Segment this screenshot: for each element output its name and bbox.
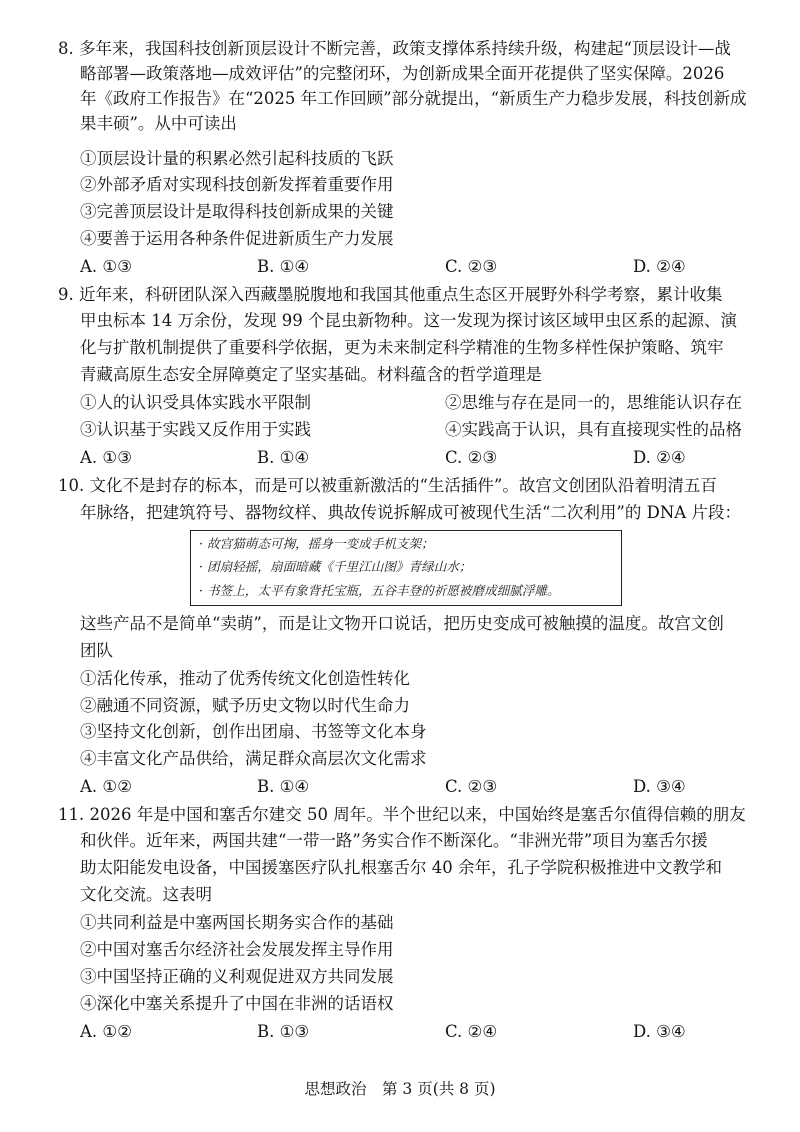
q11-stem-line: 和伙伴。近年来，两国共建“一带一路”务实合作不断深化。“非洲光带”项目为塞舌尔援 bbox=[80, 831, 708, 850]
q10-stem-line: 团队 bbox=[80, 641, 113, 660]
q11-option-c[interactable]: C. ②④ bbox=[445, 1022, 498, 1041]
q8-option-c[interactable]: C. ②③ bbox=[445, 257, 498, 276]
q11-item: ②中国对塞舌尔经济社会发展发挥主导作用 bbox=[80, 940, 394, 959]
q11-option-a[interactable]: A. ①② bbox=[80, 1022, 132, 1041]
q9-stem-line: 化与扩散机制提供了重要科学依据，更为未来制定科学精准的生物多样性保护策略、筑牢 bbox=[80, 338, 724, 357]
q10-option-d[interactable]: D. ③④ bbox=[633, 777, 686, 796]
q10-option-b[interactable]: B. ①④ bbox=[257, 777, 310, 796]
q10-item: ④丰富文化产品供给，满足群众高层次文化需求 bbox=[80, 749, 427, 768]
q8-option-b[interactable]: B. ①④ bbox=[257, 257, 310, 276]
q9-item: ①人的认识受具体实践水平限制 bbox=[80, 393, 311, 412]
q8-item: ③完善顶层设计是取得科技创新成果的关键 bbox=[80, 202, 394, 221]
q9-option-a[interactable]: A. ①③ bbox=[80, 448, 132, 467]
q9-stem-line: 9. 近年来，科研团队深入西藏墨脱腹地和我国其他重点生态区开展野外科学考察，累计收集 bbox=[58, 285, 723, 304]
q11-stem-line: 文化交流。这表明 bbox=[80, 885, 212, 904]
q9-item: ④实践高于认识，具有直接现实性的品格 bbox=[445, 420, 742, 439]
q8-stem-line: 8. 多年来，我国科技创新顶层设计不断完善，政策支撑体系持续升级，构建起“顶层设计—战 bbox=[58, 39, 731, 58]
q10-item: ③坚持文化创新，创作出团扇、书签等文化本身 bbox=[80, 722, 427, 741]
page-footer: 思想政治 第 3 页(共 8 页) bbox=[304, 1080, 496, 1098]
q10-option-a[interactable]: A. ①② bbox=[80, 777, 132, 796]
q9-option-c[interactable]: C. ②③ bbox=[445, 448, 498, 467]
q9-item: ③认识基于实践又反作用于实践 bbox=[80, 420, 311, 439]
q10-stem-line: 年脉络，把建筑符号、器物纹样、典故传说拆解成可被现代生活“二次利用”的 DNA 片段： bbox=[80, 503, 741, 522]
q10-quote-line: · 故宫猫萌态可掬，摇身一变成手机支架； bbox=[199, 536, 434, 551]
q11-item: ①共同利益是中塞两国长期务实合作的基础 bbox=[80, 913, 394, 932]
q8-stem-line: 果丰硕”。从中可读出 bbox=[80, 114, 237, 133]
q8-stem-line: 年《政府工作报告》在“2025 年工作回顾”部分就提出，“新质生产力稳步发展，科技创新成 bbox=[80, 89, 747, 108]
q10-quote-line: · 书签上，太平有象背托宝瓶，五谷丰登的祈愿被磨成细腻浮雕。 bbox=[199, 583, 560, 598]
q11-stem-line: 11. 2026 年是中国和塞舌尔建交 50 周年。半个世纪以来，中国始终是塞舌尔值得信赖的朋友 bbox=[58, 805, 746, 824]
q8-stem-line: 略部署—政策落地—成效评估”的完整闭环，为创新成果全面开花提供了坚实保障。2026 bbox=[80, 64, 725, 83]
q10-item: ②融通不同资源，赋予历史文物以时代生命力 bbox=[80, 696, 410, 715]
q8-item: ②外部矛盾对实现科技创新发挥着重要作用 bbox=[80, 175, 394, 194]
q8-option-d[interactable]: D. ②④ bbox=[633, 257, 686, 276]
q9-option-d[interactable]: D. ②④ bbox=[633, 448, 686, 467]
q8-item: ④要善于运用各种条件促进新质生产力发展 bbox=[80, 229, 394, 248]
q10-stem-line: 10. 文化不是封存的标本，而是可以被重新激活的“生活插件”。故宫文创团队沿着明清五百 bbox=[58, 476, 717, 495]
q11-item: ④深化中塞关系提升了中国在非洲的话语权 bbox=[80, 994, 394, 1013]
q9-stem-line: 青藏高原生态安全屏障奠定了坚实基础。材料蕴含的哲学道理是 bbox=[80, 365, 542, 384]
q10-item: ①活化传承，推动了优秀传统文化创造性转化 bbox=[80, 669, 410, 688]
q11-item: ③中国坚持正确的义利观促进双方共同发展 bbox=[80, 967, 394, 986]
q9-item: ②思维与存在是同一的，思维能认识存在 bbox=[445, 393, 742, 412]
q10-quote-box bbox=[190, 530, 622, 606]
q8-item: ①顶层设计量的积累必然引起科技质的飞跃 bbox=[80, 149, 394, 168]
q10-quote-line: · 团扇轻摇，扇面暗藏《千里江山图》青绿山水； bbox=[199, 559, 472, 574]
q11-option-b[interactable]: B. ①③ bbox=[257, 1022, 310, 1041]
q9-option-b[interactable]: B. ①④ bbox=[257, 448, 310, 467]
q10-stem-line: 这些产品不是简单“卖萌”，而是让文物开口说话，把历史变成可被触摸的温度。故宫文创 bbox=[80, 614, 724, 633]
q8-option-a[interactable]: A. ①③ bbox=[80, 257, 132, 276]
q11-option-d[interactable]: D. ③④ bbox=[633, 1022, 686, 1041]
q10-option-c[interactable]: C. ②③ bbox=[445, 777, 498, 796]
q9-stem-line: 甲虫标本 14 万余份，发现 99 个昆虫新物种。这一发现为探讨该区域甲虫区系的起源、演 bbox=[80, 311, 737, 330]
q11-stem-line: 助太阳能发电设备，中国援塞医疗队扎根塞舌尔 40 余年，孔子学院积极推进中文教学和 bbox=[80, 858, 722, 877]
